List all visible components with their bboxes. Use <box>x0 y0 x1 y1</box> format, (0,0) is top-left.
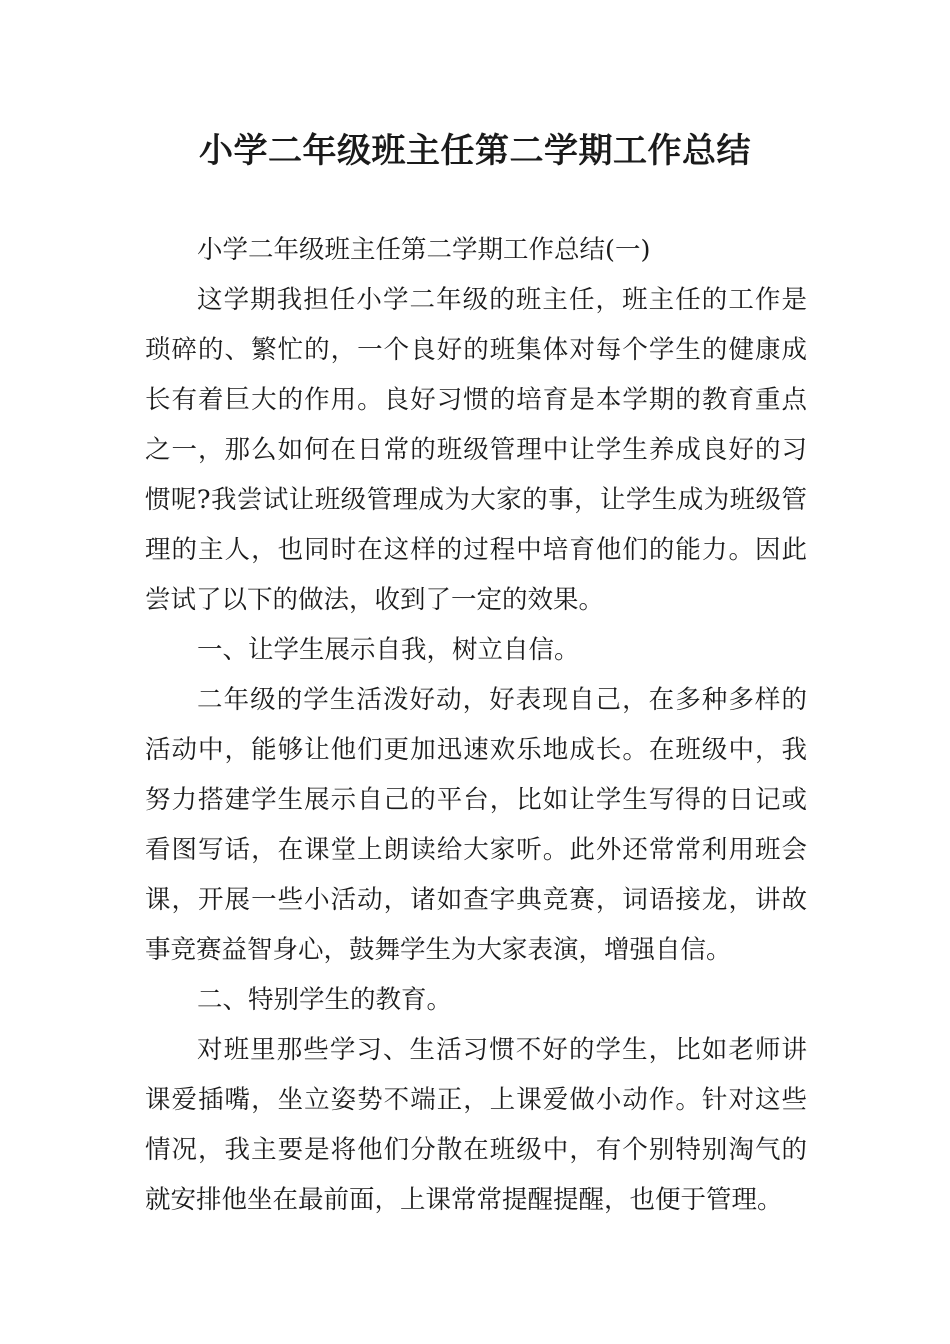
intro-paragraph: 这学期我担任小学二年级的班主任，班主任的工作是琐碎的、繁忙的，一个良好的班集体对每个学生的健康成长有着巨大的作用。良好习惯的培育是本学期的教育重点之一，那么如何在日常的班级管理中让学生养成良好的习惯呢?我尝试让班级管理成为大家的事，让学生成为班级管理的主人，也同时在这样的过程中培育他们的能力。因此尝试了以下的做法，收到了一定的效果。 <box>145 285 807 615</box>
section-2-paragraph: 对班里那些学习、生活习惯不好的学生，比如老师讲课爱插嘴，坐立姿势不端正，上课爱做小动作。针对这些情况，我主要是将他们分散在班级中，有个别特别淘气的就安排他坐在最前面，上课常常提醒提醒，也便于管理。 <box>145 1035 807 1215</box>
document-title: 小学二年级班主任第二学期工作总结 <box>199 131 751 171</box>
section-heading-2: 二、特别学生的教育。 <box>197 985 453 1015</box>
section-heading-1: 一、让学生展示自我，树立自信。 <box>197 635 580 665</box>
section-1-paragraph: 二年级的学生活泼好动，好表现自己，在多种多样的活动中，能够让他们更加迅速欢乐地成长。在班级中，我努力搭建学生展示自己的平台，比如让学生写得的日记或看图写话，在课堂上朗读给大家听。此外还常常利用班会课，开展一些小活动，诸如查字典竞赛，词语接龙，讲故事竞赛益智身心，鼓舞学生为大家表演，增强自信。 <box>145 685 807 965</box>
document-body <box>145 225 807 1225</box>
subtitle-paragraph: 小学二年级班主任第二学期工作总结(一) <box>197 235 651 265</box>
